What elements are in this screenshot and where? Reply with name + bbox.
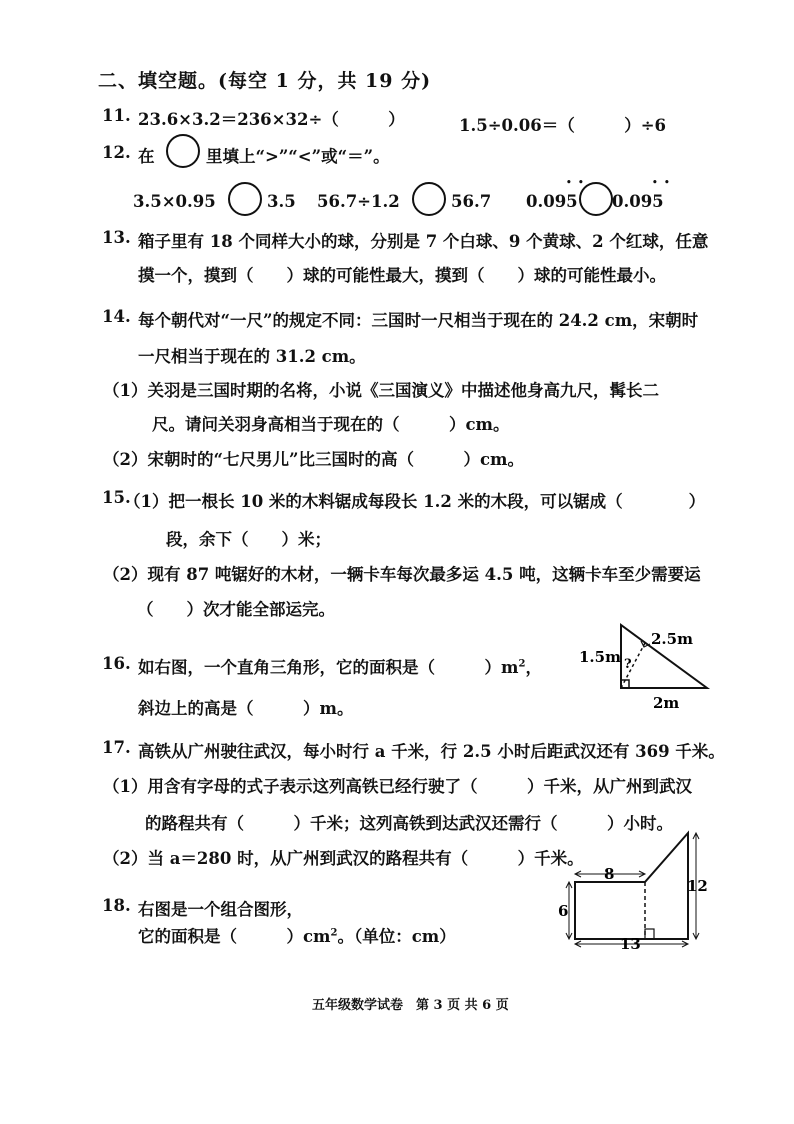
answer-circle[interactable] xyxy=(408,182,450,216)
q12-compare3-right: • 0.095 • xyxy=(612,192,664,211)
q14-part2: （2）宋朝时的“七尺男儿”比三国时的高（ ）cm。 xyxy=(103,450,524,469)
q13-line2: 摸一个，摸到（ ）球的可能性最大，摸到（ ）球的可能性最小。 xyxy=(138,266,666,285)
q15-part1-line1: （1）把一根长 10 米的木料锯成每段长 1.2 米的木段，可以锯成（ ） xyxy=(124,492,706,511)
triangle-hypotenuse-label: 2.5m xyxy=(651,630,693,648)
q14-line1: 每个朝代对“一尺”的规定不同：三国时一尺相当于现在的 24.2 cm，宋朝时 xyxy=(138,311,699,330)
section-title: 二、填空题。(每空 1 分，共 19 分) xyxy=(98,70,432,92)
q17-part1-line2: 的路程共有（ ）千米；这列高铁到达武汉还需行（ ）小时。 xyxy=(145,814,673,833)
composite-bottom-label: 13 xyxy=(620,935,641,953)
q14-line2: 一尺相当于现在的 31.2 cm。 xyxy=(138,347,366,366)
q16-line1: 如右图，一个直角三角形，它的面积是（ ）$m^2$， xyxy=(138,658,542,677)
q18-line2: 它的面积是（ ）$cm^2$。（单位：cm） xyxy=(138,927,456,946)
triangle-height-unknown: ? xyxy=(624,657,632,672)
q12-compare1-right: 3.5 xyxy=(267,192,296,211)
composite-right-label: 12 xyxy=(687,877,708,895)
answer-circle[interactable] xyxy=(575,182,617,216)
q12-instruction: 里填上“>”“<”或“＝”。 xyxy=(206,147,390,166)
right-triangle-figure xyxy=(576,616,716,716)
q17-line1: 高铁从广州驶往武汉，每小时行 a 千米，行 2.5 小时后距武汉还有 369 千米。 xyxy=(138,742,725,761)
composite-left-label: 6 xyxy=(558,902,569,920)
q13-number: 13. xyxy=(102,228,131,247)
q11-number: 11. xyxy=(102,106,131,125)
composite-figure xyxy=(558,828,718,953)
q12-number: 12. xyxy=(102,143,131,162)
q11-part2: 1.5÷0.06＝（ ）÷6 xyxy=(459,116,667,135)
q12-prefix: 在 xyxy=(138,147,155,166)
triangle-bottom-label: 2m xyxy=(653,694,680,712)
q14-part1-line1: （1）关羽是三国时期的名将，小说《三国演义》中描述他身高九尺，髯长二 xyxy=(103,381,659,400)
q18-unit-exponent: 2 xyxy=(330,927,338,939)
triangle-left-label: 1.5m xyxy=(579,648,621,666)
q17-number: 17. xyxy=(102,738,131,757)
q12-compare2-left: 56.7÷1.2 xyxy=(317,192,400,211)
page-footer: 五年级数学试卷 第 3 页 共 6 页 xyxy=(312,998,509,1013)
q12-compare1-left: 3.5×0.95 xyxy=(133,192,216,211)
q14-number: 14. xyxy=(102,307,131,326)
answer-circle[interactable] xyxy=(224,182,266,216)
q15-number: 15. xyxy=(102,488,131,507)
q13-line1: 箱子里有 18 个同样大小的球，分别是 7 个白球、9 个黄球、2 个红球，任意 xyxy=(138,232,709,251)
q14-part1-line2: 尺。请问关羽身高相当于现在的（ ）cm。 xyxy=(152,415,510,434)
q15-part1-line2: 段，余下（ ）米； xyxy=(166,530,331,549)
q15-part2-line1: （2）现有 87 吨锯好的木材，一辆卡车每次最多运 4.5 吨，这辆卡车至少需要运 xyxy=(103,565,701,584)
q17-part1-line1: （1）用含有字母的式子表示这列高铁已经行驶了（ ）千米，从广州到武汉 xyxy=(103,777,692,796)
answer-circle[interactable] xyxy=(162,134,204,168)
q16-number: 16. xyxy=(102,654,131,673)
q18-number: 18. xyxy=(102,896,131,915)
composite-top-label: 8 xyxy=(604,865,615,883)
q15-part2-line2: （ ）次才能全部运完。 xyxy=(137,600,335,619)
q16-unit-exponent: 2 xyxy=(518,658,526,670)
q17-part2: （2）当 a＝280 时，从广州到武汉的路程共有（ ）千米。 xyxy=(103,849,584,868)
q12-compare2-right: 56.7 xyxy=(451,192,492,211)
q18-line1: 右图是一个组合图形， xyxy=(138,900,303,919)
q16-line2: 斜边上的高是（ ）m。 xyxy=(138,699,354,718)
q12-compare3-left: • 0.095 • xyxy=(526,192,578,211)
q11-part1: 23.6×3.2＝236×32÷（ ） xyxy=(138,110,405,129)
